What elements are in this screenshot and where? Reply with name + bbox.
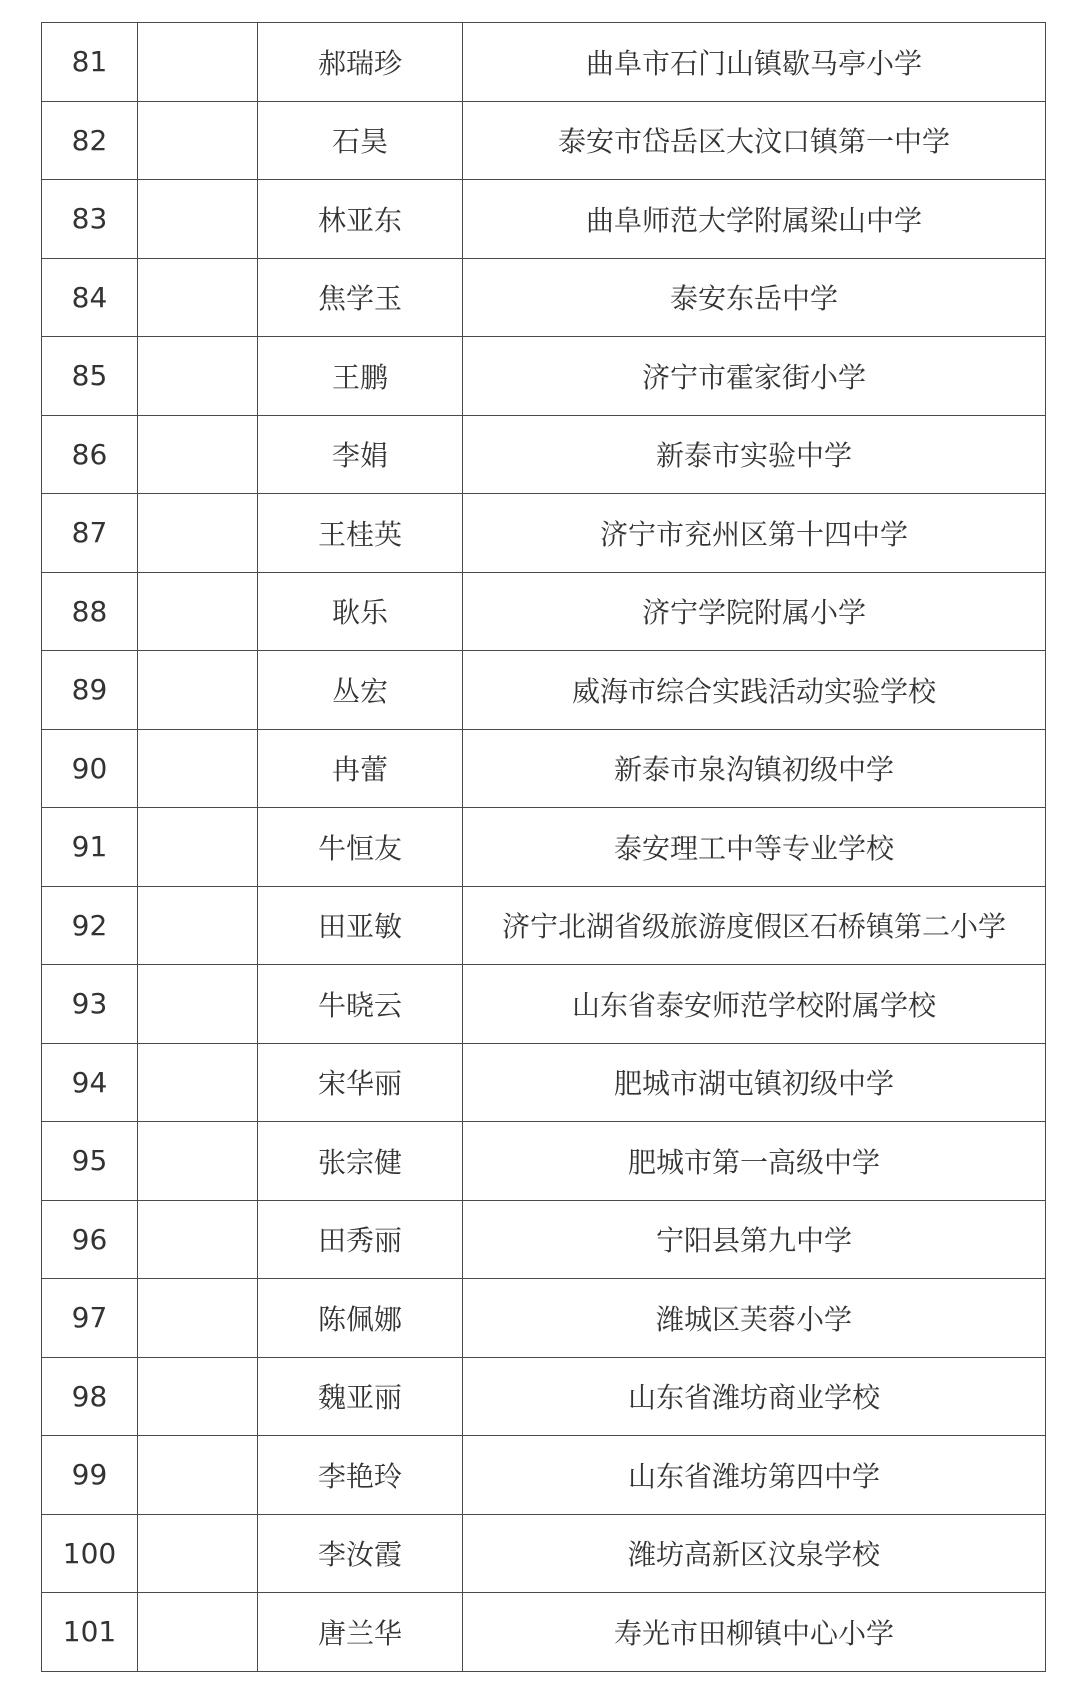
school-cell: 曲阜师范大学附属梁山中学 xyxy=(463,180,1046,259)
school-cell: 新泰市实验中学 xyxy=(463,415,1046,494)
table-row xyxy=(42,808,1046,887)
blank-cell xyxy=(138,651,258,730)
school-cell: 潍坊高新区汶泉学校 xyxy=(463,1514,1046,1593)
school-cell: 山东省潍坊第四中学 xyxy=(463,1436,1046,1515)
table-row xyxy=(42,494,1046,573)
blank-cell xyxy=(138,23,258,102)
row-number-cell: 101 xyxy=(42,1593,138,1672)
table-row xyxy=(42,258,1046,337)
table-row xyxy=(42,23,1046,102)
name-cell: 林亚东 xyxy=(258,180,463,259)
school-cell: 泰安理工中等专业学校 xyxy=(463,808,1046,887)
school-cell: 泰安市岱岳区大汶口镇第一中学 xyxy=(463,101,1046,180)
row-number-cell: 95 xyxy=(42,1122,138,1201)
table-row xyxy=(42,651,1046,730)
school-cell: 曲阜市石门山镇歇马亭小学 xyxy=(463,23,1046,102)
school-cell: 肥城市第一高级中学 xyxy=(463,1122,1046,1201)
row-number-cell: 100 xyxy=(42,1514,138,1593)
table-row xyxy=(42,1122,1046,1201)
school-cell: 肥城市湖屯镇初级中学 xyxy=(463,1043,1046,1122)
roster-table xyxy=(41,22,1046,1672)
name-cell: 牛恒友 xyxy=(258,808,463,887)
row-number-cell: 85 xyxy=(42,337,138,416)
row-number-cell: 98 xyxy=(42,1357,138,1436)
blank-cell xyxy=(138,572,258,651)
table-row xyxy=(42,1593,1046,1672)
blank-cell xyxy=(138,965,258,1044)
row-number-cell: 96 xyxy=(42,1200,138,1279)
table-row xyxy=(42,965,1046,1044)
row-number-cell: 89 xyxy=(42,651,138,730)
name-cell: 李汝霞 xyxy=(258,1514,463,1593)
table-row xyxy=(42,101,1046,180)
name-cell: 田秀丽 xyxy=(258,1200,463,1279)
name-cell: 宋华丽 xyxy=(258,1043,463,1122)
school-cell: 寿光市田柳镇中心小学 xyxy=(463,1593,1046,1672)
blank-cell xyxy=(138,886,258,965)
table-row xyxy=(42,415,1046,494)
row-number-cell: 97 xyxy=(42,1279,138,1358)
table-row xyxy=(42,180,1046,259)
school-cell: 潍城区芙蓉小学 xyxy=(463,1279,1046,1358)
table-row xyxy=(42,1200,1046,1279)
row-number-cell: 86 xyxy=(42,415,138,494)
blank-cell xyxy=(138,1357,258,1436)
blank-cell xyxy=(138,258,258,337)
row-number-cell: 93 xyxy=(42,965,138,1044)
blank-cell xyxy=(138,337,258,416)
name-cell: 唐兰华 xyxy=(258,1593,463,1672)
school-cell: 泰安东岳中学 xyxy=(463,258,1046,337)
table-row xyxy=(42,1514,1046,1593)
table-row xyxy=(42,1043,1046,1122)
table-body xyxy=(42,23,1046,1672)
roster-table-container xyxy=(41,22,1045,1672)
name-cell: 焦学玉 xyxy=(258,258,463,337)
table-row xyxy=(42,572,1046,651)
name-cell: 李娟 xyxy=(258,415,463,494)
school-cell: 济宁市霍家街小学 xyxy=(463,337,1046,416)
name-cell: 魏亚丽 xyxy=(258,1357,463,1436)
blank-cell xyxy=(138,180,258,259)
name-cell: 李艳玲 xyxy=(258,1436,463,1515)
row-number-cell: 90 xyxy=(42,729,138,808)
name-cell: 田亚敏 xyxy=(258,886,463,965)
blank-cell xyxy=(138,1593,258,1672)
row-number-cell: 81 xyxy=(42,23,138,102)
table-row xyxy=(42,886,1046,965)
school-cell: 宁阳县第九中学 xyxy=(463,1200,1046,1279)
row-number-cell: 88 xyxy=(42,572,138,651)
name-cell: 丛宏 xyxy=(258,651,463,730)
blank-cell xyxy=(138,1436,258,1515)
name-cell: 陈佩娜 xyxy=(258,1279,463,1358)
blank-cell xyxy=(138,1279,258,1358)
table-row xyxy=(42,1279,1046,1358)
row-number-cell: 92 xyxy=(42,886,138,965)
row-number-cell: 84 xyxy=(42,258,138,337)
name-cell: 冉蕾 xyxy=(258,729,463,808)
blank-cell xyxy=(138,101,258,180)
row-number-cell: 99 xyxy=(42,1436,138,1515)
blank-cell xyxy=(138,729,258,808)
name-cell: 牛晓云 xyxy=(258,965,463,1044)
blank-cell xyxy=(138,415,258,494)
name-cell: 王桂英 xyxy=(258,494,463,573)
table-row xyxy=(42,1357,1046,1436)
school-cell: 新泰市泉沟镇初级中学 xyxy=(463,729,1046,808)
blank-cell xyxy=(138,808,258,887)
blank-cell xyxy=(138,1122,258,1201)
school-cell: 威海市综合实践活动实验学校 xyxy=(463,651,1046,730)
table-row xyxy=(42,729,1046,808)
table-row xyxy=(42,337,1046,416)
school-cell: 济宁北湖省级旅游度假区石桥镇第二小学 xyxy=(463,886,1046,965)
name-cell: 王鹏 xyxy=(258,337,463,416)
name-cell: 耿乐 xyxy=(258,572,463,651)
blank-cell xyxy=(138,1043,258,1122)
blank-cell xyxy=(138,1514,258,1593)
row-number-cell: 87 xyxy=(42,494,138,573)
name-cell: 张宗健 xyxy=(258,1122,463,1201)
school-cell: 山东省潍坊商业学校 xyxy=(463,1357,1046,1436)
school-cell: 济宁学院附属小学 xyxy=(463,572,1046,651)
school-cell: 山东省泰安师范学校附属学校 xyxy=(463,965,1046,1044)
row-number-cell: 83 xyxy=(42,180,138,259)
name-cell: 石昊 xyxy=(258,101,463,180)
blank-cell xyxy=(138,494,258,573)
name-cell: 郝瑞珍 xyxy=(258,23,463,102)
row-number-cell: 91 xyxy=(42,808,138,887)
school-cell: 济宁市兖州区第十四中学 xyxy=(463,494,1046,573)
table-row xyxy=(42,1436,1046,1515)
row-number-cell: 94 xyxy=(42,1043,138,1122)
blank-cell xyxy=(138,1200,258,1279)
row-number-cell: 82 xyxy=(42,101,138,180)
